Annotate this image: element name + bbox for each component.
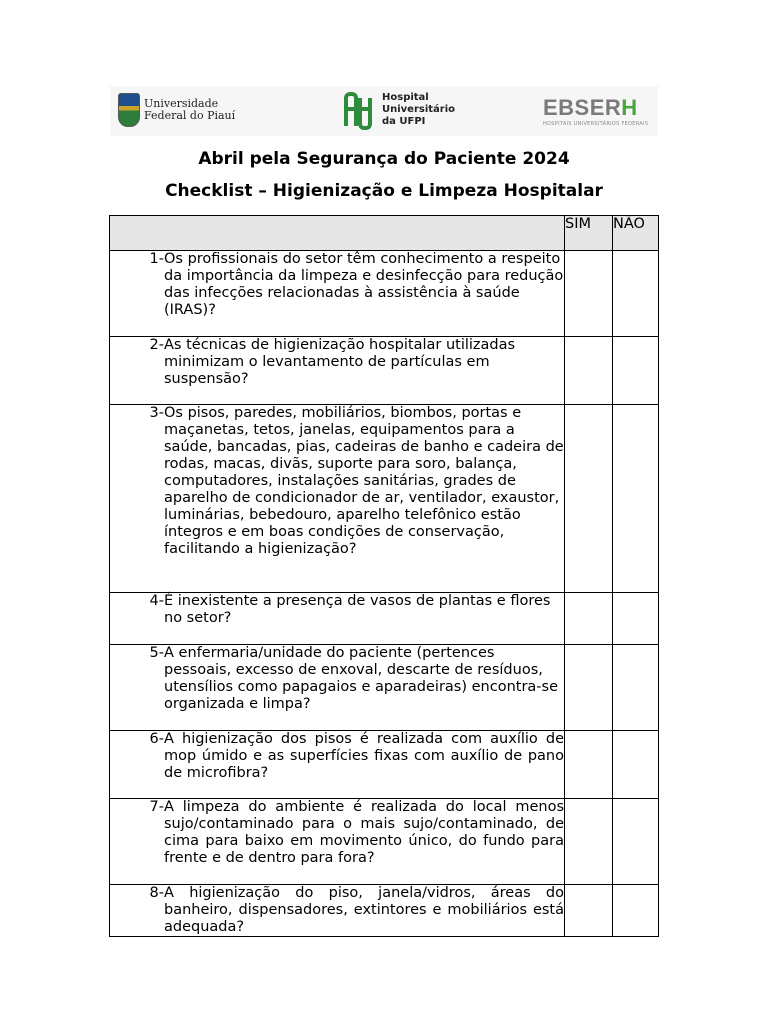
- ebserh-name-accent: H: [621, 95, 638, 120]
- question-text: A enfermaria/unidade do paciente (pertences pessoais, excesso de enxoval, descarte de resíduos, utensílios como papagaios e aparadeiras) encontra-se organizada e limpa?: [164, 645, 558, 712]
- sim-checkbox-cell[interactable]: [565, 645, 613, 731]
- question-text: A higienização dos pisos é realizada com auxílio de mop úmido e as superfícies fixas com auxílio de pano de microfibra?: [164, 731, 564, 781]
- ufpi-name-line1: Universidade: [144, 97, 219, 110]
- table-row: [110, 731, 659, 799]
- table-row: [110, 593, 659, 645]
- ebserh-name: EBSER: [543, 95, 622, 120]
- question-cell: [110, 251, 565, 337]
- sim-checkbox-cell[interactable]: [565, 337, 613, 405]
- nao-checkbox-cell[interactable]: [613, 799, 659, 885]
- question-cell: [110, 885, 565, 937]
- table-row: [110, 885, 659, 937]
- table-header-row: [110, 216, 659, 251]
- hospital-name-line2: Universitário: [382, 104, 456, 115]
- ebserh-logo: [543, 97, 648, 127]
- question-number: 3-: [149, 405, 164, 421]
- header-sim: SIM: [565, 216, 613, 251]
- sim-checkbox-cell[interactable]: [565, 593, 613, 645]
- nao-checkbox-cell[interactable]: [613, 593, 659, 645]
- question-text: Os pisos, paredes, mobiliários, biombos, portas e maçanetas, tetos, janelas, equipamentos para a saúde, bancadas, pias, cadeiras de banho e cadeira de rodas, macas, divãs, suporte para soro, balança, computadores, instalações sanitárias, grades de aparelho de condicionador de ar, ventilador, exaustor, luminárias, bebedouro, aparelho telefônico estão íntegros e em boas condições de conservação, facilitando a higienização?: [164, 405, 564, 557]
- question-cell: [110, 337, 565, 405]
- hospital-name-line3: da UFPI: [382, 116, 426, 127]
- question-text: A limpeza do ambiente é realizada do local menos sujo/contaminado para o mais sujo/contaminado, de cima para baixo em movimento único, do fundo para frente e de dentro para fora?: [164, 799, 564, 866]
- sim-checkbox-cell[interactable]: [565, 405, 613, 593]
- header-question-cell: [110, 216, 565, 251]
- question-text: A higienização do piso, janela/vidros, áreas do banheiro, dispensadores, extintores e mobiliários está adequada?: [164, 885, 564, 935]
- question-number: 8-: [149, 885, 164, 901]
- ufpi-name-line2: Federal do Piauí: [144, 109, 236, 122]
- hospital-name-line1: Hospital: [382, 92, 429, 103]
- ufpi-logo: [118, 93, 235, 127]
- sim-checkbox-cell[interactable]: [565, 251, 613, 337]
- question-cell: [110, 593, 565, 645]
- hospital-mark-icon: [342, 90, 376, 130]
- sim-checkbox-cell[interactable]: [565, 799, 613, 885]
- question-text: Os profissionais do setor têm conhecimento a respeito da importância da limpeza e desinfecção para redução das infecções relacionadas à assistência à saúde (IRAS)?: [164, 251, 564, 318]
- nao-checkbox-cell[interactable]: [613, 251, 659, 337]
- question-number: 2-: [149, 337, 164, 353]
- ebserh-subtitle: HOSPITAIS UNIVERSITÁRIOS FEDERAIS: [543, 121, 649, 127]
- header-nao: NÃO: [613, 216, 659, 251]
- question-text: É inexistente a presença de vasos de plantas e flores no setor?: [164, 593, 551, 626]
- nao-checkbox-cell[interactable]: [613, 405, 659, 593]
- question-text: As técnicas de higienização hospitalar utilizadas minimizam o levantamento de partículas em suspensão?: [164, 337, 516, 387]
- question-number: 4-: [149, 593, 164, 609]
- table-row: [110, 405, 659, 593]
- sim-checkbox-cell[interactable]: [565, 731, 613, 799]
- question-number: 6-: [149, 731, 164, 747]
- nao-checkbox-cell[interactable]: [613, 645, 659, 731]
- checklist-table: [109, 215, 659, 937]
- page-subtitle: Checklist – Higienização e Limpeza Hospitalar: [165, 181, 603, 201]
- question-number: 1-: [149, 251, 164, 267]
- table-row: [110, 251, 659, 337]
- question-cell: [110, 799, 565, 885]
- table-row: [110, 337, 659, 405]
- table-row: [110, 645, 659, 731]
- question-cell: [110, 405, 565, 593]
- ufpi-seal-icon: [118, 93, 140, 127]
- nao-checkbox-cell[interactable]: [613, 731, 659, 799]
- sim-checkbox-cell[interactable]: [565, 885, 613, 937]
- question-cell: [110, 731, 565, 799]
- question-number: 5-: [149, 645, 164, 661]
- nao-checkbox-cell[interactable]: [613, 337, 659, 405]
- page-title: Abril pela Segurança do Paciente 2024: [198, 149, 570, 169]
- question-number: 7-: [149, 799, 164, 815]
- nao-checkbox-cell[interactable]: [613, 885, 659, 937]
- question-cell: [110, 645, 565, 731]
- hospital-logo: [342, 90, 455, 130]
- table-row: [110, 799, 659, 885]
